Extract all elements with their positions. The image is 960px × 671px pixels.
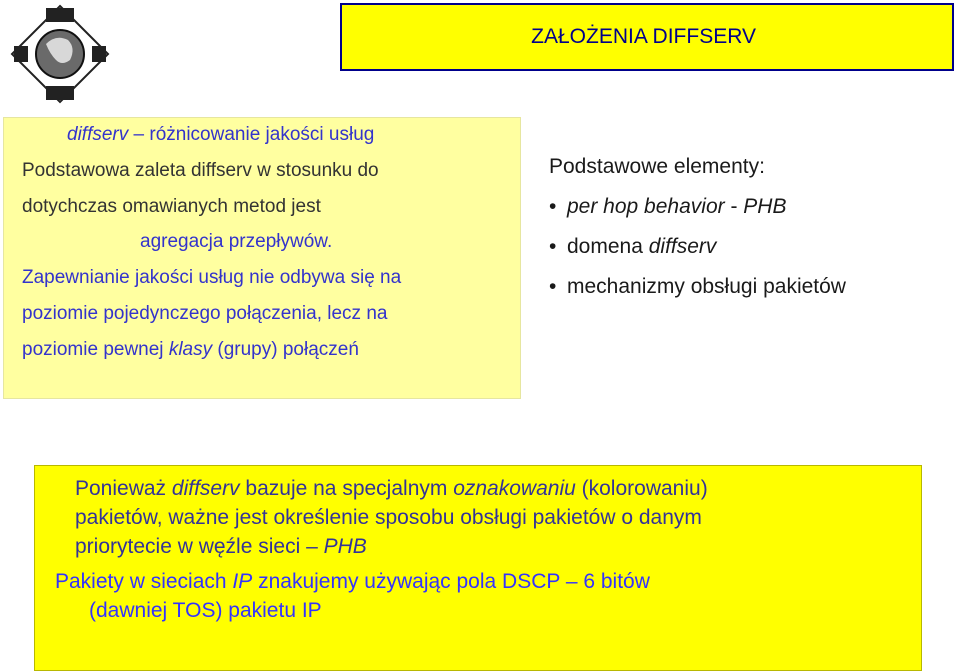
list-item: • per hop behavior - PHB [549,195,787,218]
intro-line: poziomie pewnej klasy (grupy) połączeń [22,339,359,360]
intro-line: diffserv – różnicowanie jakości usług [67,124,375,145]
notes-panel [34,465,922,671]
intro-line: Zapewnianie jakości usług nie odbywa się na [22,267,402,288]
intro-line: Podstawowa zaleta diffserv w stosunku do [22,160,379,181]
intro-line: agregacja przepływów. [140,231,333,252]
note-line: Ponieważ diffserv bazuje na specjalnym oznakowaniu (kolorowaniu) [75,477,708,500]
intro-line: poziomie pojedynczego połączenia, lecz na [22,303,388,324]
globe-network-logo-icon [6,4,114,104]
intro-line: dotychczas omawianych metod jest [22,196,321,217]
title-banner [340,3,954,71]
list-item: • domena diffserv [549,235,717,258]
note-line: priorytecie w węźle sieci – PHB [75,535,367,558]
note-line: (dawniej TOS) pakietu IP [89,599,322,622]
list-item: • mechanizmy obsługi pakietów [549,275,846,298]
note-line: Pakiety w sieciach IP znakujemy używając pola DSCP – 6 bitów [55,570,650,593]
list-heading: Podstawowe elementy: [549,155,765,178]
intro-panel [3,117,521,399]
note-line: pakietów, ważne jest określenie sposobu obsługi pakietów o danym [75,506,702,529]
page-title: ZAŁOŻENIA DIFFSERV [531,25,756,48]
